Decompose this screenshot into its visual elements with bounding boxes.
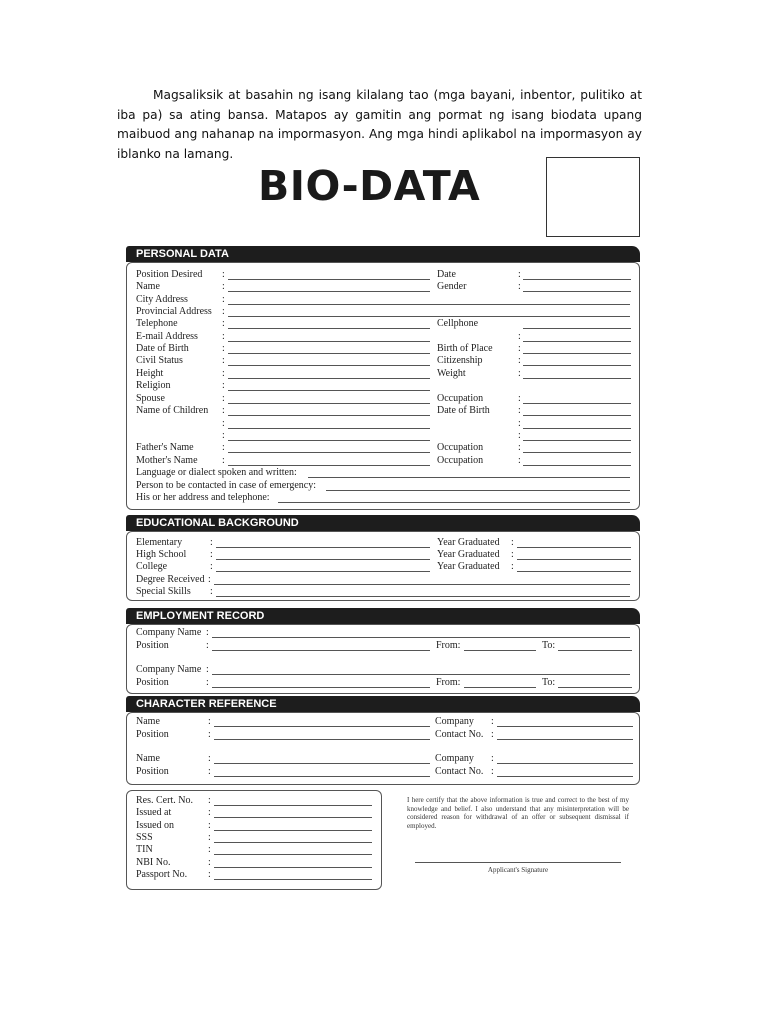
- religion-label: Religion: [136, 380, 171, 391]
- weight-row[interactable]: Weight :: [437, 368, 633, 380]
- mother-occupation-row[interactable]: Occupation :: [437, 455, 633, 467]
- spouse-row[interactable]: Spouse :: [136, 393, 436, 405]
- issued-at-row[interactable]: Issued at :: [136, 807, 374, 819]
- position-desired-row[interactable]: Position Desired :: [136, 269, 436, 281]
- child-dob-row[interactable]: Date of Birth :: [437, 405, 633, 417]
- language-row[interactable]: [136, 467, 630, 479]
- mother-row[interactable]: Mother's Name :: [136, 455, 436, 467]
- emergency-row[interactable]: [136, 480, 630, 492]
- skills-row[interactable]: Special Skills :: [136, 586, 632, 598]
- employment-dates-row-1[interactable]: [436, 640, 632, 652]
- ref-position-row-2[interactable]: Position :: [136, 766, 432, 778]
- company-row-2[interactable]: Company Name :: [136, 664, 632, 676]
- children-row[interactable]: Name of Children :: [136, 405, 436, 417]
- ref-position-label-1: Position: [136, 729, 169, 740]
- certification-text: I here certify that the above information is true and correct to the best of my knowledge and belief. I also understand that any misinterpretation will be considered reason for withdrawal of an offer or subsequent dismissal if employed.: [407, 796, 629, 830]
- nbi-row[interactable]: NBI No. :: [136, 857, 374, 869]
- language-label: Language or dialect spoken and written:: [136, 467, 297, 478]
- citizenship-label: Citizenship: [437, 355, 483, 366]
- ref-name-row-1[interactable]: Name :: [136, 716, 432, 728]
- cellphone-row-2[interactable]: :: [437, 331, 633, 343]
- ref-company-row-1[interactable]: Company :: [435, 716, 633, 728]
- dob-row[interactable]: Date of Birth :: [136, 343, 436, 355]
- birthplace-row[interactable]: Birth of Place :: [437, 343, 633, 355]
- page-title: BIO-DATA: [258, 162, 481, 210]
- passport-label: Passport No.: [136, 869, 188, 880]
- ref-company-row-2[interactable]: Company :: [435, 753, 633, 765]
- emergency-label: Person to be contacted in case of emergency:: [136, 480, 317, 491]
- college-label: College: [136, 561, 168, 572]
- college-row[interactable]: College :: [136, 561, 432, 573]
- college-year-row[interactable]: Year Graduated :: [437, 561, 633, 573]
- child-dob-label: Date of Birth: [437, 405, 490, 416]
- height-label: Height: [136, 368, 164, 379]
- employment-dates-row-2[interactable]: [436, 677, 632, 689]
- ref-contact-row-1[interactable]: Contact No. :: [435, 729, 633, 741]
- position-row-1[interactable]: Position :: [136, 640, 432, 652]
- elementary-year-row[interactable]: Year Graduated :: [437, 537, 633, 549]
- sss-row[interactable]: SSS :: [136, 832, 374, 844]
- telephone-label: Telephone: [136, 318, 178, 329]
- ref-name-label-1: Name: [136, 716, 160, 727]
- photo-box[interactable]: [546, 157, 640, 237]
- passport-row[interactable]: Passport No. :: [136, 869, 374, 881]
- position-desired-label: Position Desired: [136, 269, 203, 280]
- company-row-1[interactable]: Company Name :: [136, 627, 632, 639]
- ref-name-row-2[interactable]: Name :: [136, 753, 432, 765]
- father-label: Father's Name: [136, 442, 194, 453]
- sss-label: SSS: [136, 832, 153, 843]
- ref-position-label-2: Position: [136, 766, 169, 777]
- child-dob-row-2[interactable]: :: [437, 418, 633, 430]
- father-occupation-label: Occupation: [437, 442, 484, 453]
- elementary-year-label: Year Graduated: [437, 537, 500, 548]
- email-row[interactable]: E-mail Address :: [136, 331, 436, 343]
- signature-line[interactable]: [415, 862, 621, 863]
- birthplace-label: Birth of Place: [437, 343, 493, 354]
- degree-row[interactable]: Degree Received :: [136, 574, 632, 586]
- name-row[interactable]: Name :: [136, 281, 436, 293]
- high-school-year-row[interactable]: Year Graduated :: [437, 549, 633, 561]
- section-header-personal: PERSONAL DATA: [126, 246, 640, 262]
- signature-label: Applicant's Signature: [487, 866, 549, 874]
- from-label-2: From:: [436, 677, 461, 688]
- spouse-occupation-row[interactable]: Occupation :: [437, 393, 633, 405]
- citizenship-row[interactable]: Citizenship :: [437, 355, 633, 367]
- res-cert-row[interactable]: Res. Cert. No. :: [136, 795, 374, 807]
- city-address-label: City Address: [136, 294, 188, 305]
- gender-row[interactable]: Gender :: [437, 281, 633, 293]
- spouse-label: Spouse: [136, 393, 165, 404]
- height-row[interactable]: Height :: [136, 368, 436, 380]
- tin-row[interactable]: TIN :: [136, 844, 374, 856]
- to-label-1: To:: [542, 640, 556, 651]
- ref-company-label-2: Company: [435, 753, 474, 764]
- ref-company-label-1: Company: [435, 716, 474, 727]
- ref-contact-label-2: Contact No.: [435, 766, 484, 777]
- civil-status-row[interactable]: Civil Status :: [136, 355, 436, 367]
- emergency-address-label: His or her address and telephone:: [136, 492, 270, 503]
- dob-label: Date of Birth: [136, 343, 189, 354]
- section-header-employment: EMPLOYMENT RECORD: [126, 608, 640, 624]
- civil-status-label: Civil Status: [136, 355, 183, 366]
- position-label-1: Position: [136, 640, 169, 651]
- ref-contact-row-2[interactable]: Contact No. :: [435, 766, 633, 778]
- instructions: Magsaliksik at basahin ng isang kilalang tao (mga bayani, inbentor, pulitiko at iba pa) sa ating bansa. Matapos ay gamitin ang pormat ng isang biodata upang maibuod ang nahanap na impormasyon. Ang mga hindi aplikabol na impormasyon ay iblanko na lamang.: [117, 88, 642, 161]
- name-label: Name: [136, 281, 160, 292]
- provincial-address-label: Provincial Address: [136, 306, 212, 317]
- mother-label: Mother's Name: [136, 455, 198, 466]
- college-year-label: Year Graduated: [437, 561, 500, 572]
- ref-position-row-1[interactable]: Position :: [136, 729, 432, 741]
- cellphone-label: Cellphone: [437, 318, 479, 329]
- cellphone-row[interactable]: [437, 318, 633, 330]
- elementary-label: Elementary: [136, 537, 183, 548]
- degree-label: Degree Received: [136, 574, 205, 585]
- res-cert-label: Res. Cert. No.: [136, 795, 193, 806]
- section-header-education: EDUCATIONAL BACKGROUND: [126, 515, 640, 531]
- date-label: Date: [437, 269, 456, 280]
- emergency-address-row[interactable]: [136, 492, 630, 504]
- gender-label: Gender: [437, 281, 467, 292]
- ref-contact-label-1: Contact No.: [435, 729, 484, 740]
- child-dob-row-3[interactable]: :: [437, 430, 633, 442]
- skills-label: Special Skills: [136, 586, 191, 597]
- mother-occupation-label: Occupation: [437, 455, 484, 466]
- high-school-year-label: Year Graduated: [437, 549, 500, 560]
- father-row[interactable]: Father's Name :: [136, 442, 436, 454]
- position-row-2[interactable]: Position :: [136, 677, 432, 689]
- tin-label: TIN: [136, 844, 153, 855]
- date-row[interactable]: Date :: [437, 269, 633, 281]
- weight-label: Weight: [437, 368, 466, 379]
- provincial-address-row[interactable]: Provincial Address :: [136, 306, 636, 318]
- high-school-label: High School: [136, 549, 187, 560]
- high-school-row[interactable]: High School :: [136, 549, 432, 561]
- elementary-row[interactable]: Elementary :: [136, 537, 432, 549]
- from-label-1: From:: [436, 640, 461, 651]
- religion-row[interactable]: Religion :: [136, 380, 436, 392]
- father-occupation-row[interactable]: Occupation :: [437, 442, 633, 454]
- position-label-2: Position: [136, 677, 169, 688]
- spouse-occupation-label: Occupation: [437, 393, 484, 404]
- section-header-reference: CHARACTER REFERENCE: [126, 696, 640, 712]
- city-address-row[interactable]: City Address :: [136, 294, 636, 306]
- telephone-row[interactable]: Telephone :: [136, 318, 436, 330]
- company-label-2: Company Name: [136, 664, 202, 675]
- issued-at-label: Issued at: [136, 807, 172, 818]
- children-row-3[interactable]: :: [136, 430, 436, 442]
- children-label: Name of Children: [136, 405, 209, 416]
- issued-on-label: Issued on: [136, 820, 175, 831]
- issued-on-row[interactable]: Issued on :: [136, 820, 374, 832]
- ref-name-label-2: Name: [136, 753, 160, 764]
- company-label-1: Company Name: [136, 627, 202, 638]
- email-label: E-mail Address: [136, 331, 198, 342]
- children-row-2[interactable]: :: [136, 418, 436, 430]
- nbi-label: NBI No.: [136, 857, 171, 868]
- to-label-2: To:: [542, 677, 556, 688]
